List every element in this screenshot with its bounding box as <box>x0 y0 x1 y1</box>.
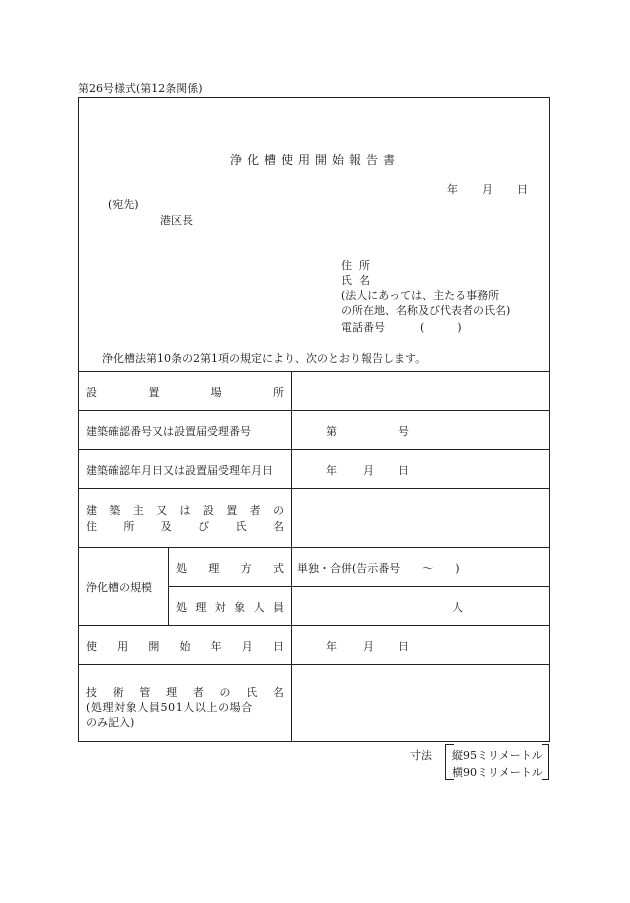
owner-label-line2-text-char: 住 <box>86 520 97 533</box>
location-label <box>86 384 284 400</box>
manager-label-line1-text-char: の <box>219 686 231 699</box>
size-bracket-right <box>542 744 549 780</box>
start-date-day: 日 <box>398 640 409 653</box>
row-divider <box>78 625 550 626</box>
reporter-phone-paren: ( ) <box>420 321 462 334</box>
size-height: 縦95ミリメートル <box>452 749 543 762</box>
location-label-text-char: 所 <box>272 386 284 399</box>
owner-label-line1 <box>86 502 284 518</box>
confirmation-number-prefix: 第 <box>326 425 337 438</box>
method-label-text-char: 式 <box>272 562 284 575</box>
reporter-note-line2: の所在地、名称及び代表者の氏名) <box>341 304 511 317</box>
start-date-year: 年 <box>326 640 337 653</box>
persons-label <box>176 599 284 615</box>
owner-label-line1-text-char: 又 <box>156 504 168 517</box>
manager-label-line1-text-char: 氏 <box>246 686 258 699</box>
start-date-label-text-char: 年 <box>210 640 222 653</box>
method-label-text-char: 理 <box>208 562 220 575</box>
size-label: 寸法 <box>410 749 432 762</box>
start-date-label-text-char: 日 <box>272 640 284 653</box>
reporter-address-label: 住所 <box>341 259 377 272</box>
persons-label-text-char: 人 <box>253 601 265 614</box>
owner-label-line1-text-char: は <box>179 504 191 517</box>
start-date-label-text-char: 用 <box>117 640 129 653</box>
date-month: 月 <box>482 183 493 196</box>
manager-label-line1-text-char: 理 <box>166 686 178 699</box>
date-day: 日 <box>517 183 528 196</box>
reporter-phone-label: 電話番号 <box>341 321 385 334</box>
confirmation-date-label: 建築確認年月日又は設置届受理年月日 <box>86 464 273 477</box>
persons-label-text-char: 象 <box>234 601 246 614</box>
start-date-label <box>86 638 284 654</box>
manager-label-line1-text-char: 管 <box>139 686 151 699</box>
reporter-note-line1: (法人にあっては、主たる事務所 <box>341 289 500 302</box>
scale-label: 浄化槽の規模 <box>86 581 152 594</box>
persons-label-text-char: 対 <box>214 601 226 614</box>
owner-label-line2-text-char: 氏 <box>235 520 247 533</box>
owner-label-line1-text-char: の <box>273 504 284 517</box>
start-date-month: 月 <box>363 640 374 653</box>
row-divider <box>168 586 550 587</box>
confirmation-number-suffix: 号 <box>398 425 409 438</box>
manager-label-line1-text-char: 技 <box>86 686 97 699</box>
confirmation-date-month: 月 <box>363 464 374 477</box>
owner-label-line2-text-char: 及 <box>160 520 172 533</box>
owner-label-line1-text-char: 主 <box>132 504 144 517</box>
method-label-text-char: 方 <box>240 562 252 575</box>
start-date-label-text-char: 開 <box>148 640 160 653</box>
column-divider <box>168 547 169 625</box>
size-width: 横90ミリメートル <box>452 766 543 779</box>
row-divider <box>78 449 550 450</box>
owner-label-line2-text-char: 名 <box>272 520 284 533</box>
date-year: 年 <box>447 183 458 196</box>
persons-label-text-char: 員 <box>272 601 284 614</box>
manager-label-line1-text-char: 名 <box>272 686 284 699</box>
confirmation-number-label: 建築確認番号又は設置届受理番号 <box>86 425 251 438</box>
row-divider <box>78 664 550 665</box>
owner-label-line1-text-char: 築 <box>109 504 121 517</box>
owner-label-line2 <box>86 518 284 534</box>
manager-label-line1-text-char: 者 <box>192 686 204 699</box>
location-label-text-char: 設 <box>86 386 97 399</box>
reporter-name-label: 氏名 <box>341 274 377 287</box>
persons-label-text-char: 処 <box>176 601 187 614</box>
location-label-text-char: 置 <box>148 386 160 399</box>
addressee-label: (宛先) <box>108 198 139 211</box>
row-divider <box>78 488 550 489</box>
manager-label-line1-text-char: 術 <box>112 686 124 699</box>
location-label-text-char: 場 <box>210 386 222 399</box>
method-value: 単独・合併(告示番号 ～ ) <box>297 562 460 575</box>
method-label-text-char: 処 <box>176 562 187 575</box>
row-divider <box>78 410 550 411</box>
start-date-label-text-char: 始 <box>179 640 191 653</box>
form-title: 浄化槽使用開始報告書 <box>230 153 401 167</box>
owner-label-line2-text-char: び <box>198 520 210 533</box>
confirmation-date-day: 日 <box>398 464 409 477</box>
statement-text: 浄化槽法第10条の2第1項の規定により、次のとおり報告します。 <box>102 352 427 365</box>
manager-label-line2: (処理対象人員501人以上の場合 <box>86 701 253 714</box>
persons-unit: 人 <box>452 601 463 614</box>
row-divider <box>78 547 550 548</box>
start-date-label-text-char: 使 <box>86 640 97 653</box>
method-label <box>176 560 284 576</box>
manager-label-line1 <box>86 684 284 700</box>
owner-label-line2-text-char: 所 <box>123 520 135 533</box>
start-date-label-text-char: 月 <box>241 640 253 653</box>
location-value-cell <box>292 372 549 409</box>
confirmation-date-year: 年 <box>326 464 337 477</box>
addressee-name: 港区長 <box>160 214 193 227</box>
column-divider <box>291 371 292 742</box>
owner-label-line1-text-char: 置 <box>226 504 238 517</box>
owner-label-line1-text-char: 者 <box>249 504 261 517</box>
owner-label-line1-text-char: 建 <box>86 504 97 517</box>
persons-label-text-char: 理 <box>195 601 207 614</box>
manager-label-line3: のみ記入) <box>86 716 135 729</box>
form-number: 第26号様式(第12条関係) <box>78 82 203 95</box>
owner-label-line1-text-char: 設 <box>202 504 214 517</box>
